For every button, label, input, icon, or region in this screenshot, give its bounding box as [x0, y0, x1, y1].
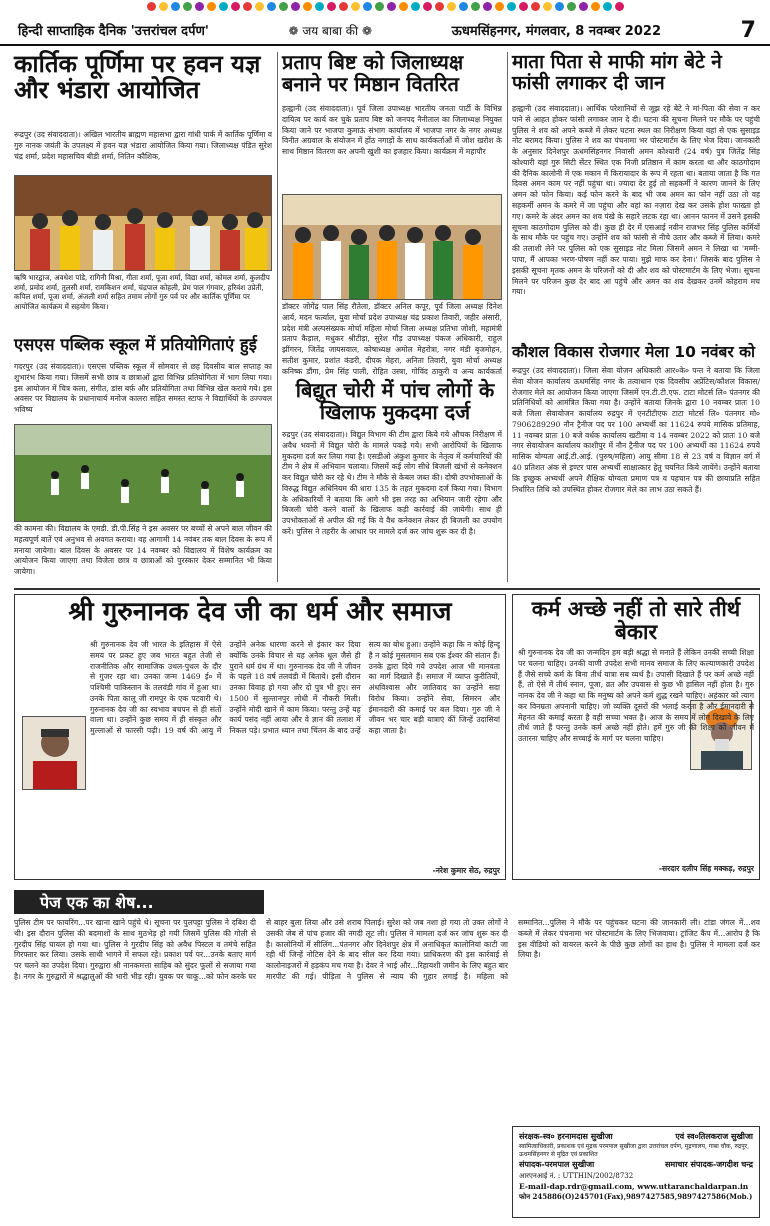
imprint-box	[512, 1126, 760, 1218]
registration-dot	[387, 2, 396, 11]
registration-dot	[447, 2, 456, 11]
registration-dot	[435, 2, 444, 11]
article-body: हल्द्वानी (उद संवाददाता)। आर्थिक परेशानियों से जूझ रहे बेटे ने मां-पिता की सेवा न कर पाने से आहत होकर फांसी लगाकर जान दे दी। घटना की सूचना मिलने पर मौके पर पहुंची पुलिस ने शव को अपने कब्जे में लेकर घटना स्थल का निरीक्षण किया वहां से एक सुसाइड नोट बरामद किया। पुलिस ने शव का पंचनामा भर पोस्टमार्टम के लिए भेज दिया। जानकारी के अनुसार दिनेशपुर ऊधमसिंहनगर निवासी अमन कोश्यारी (24 वर्ष) पुत्र जितेंद्र सिंह कोश्यारी यहां गुरु सिटी सेंटर स्थित एक निजी प्रतिष्ठान में काम करता था और काठगोदाम की दैनिक कालोनी में एक मकान में किरायादार के रूप में रहता था। बताया जाता है कि गत दिवस अमन काम पर नहीं पहुंचा था। ज्यादा देर हुई तो सहकर्मी ने कारण जानने के लिए अमन को फोन किया। कई फोन करने के बाद भी जब अमन का फोन नहीं उठा तो वह सहकर्मी अमन के कमरे में जा पहुंचा और वहां का नज़ारा देख कर उसके होश फाख्ता हो गए। कमरे के अंदर अमन का शव पंखे के सहारे लटक रहा था। आनन फानन में उसने इसकी सूचना काठगोदाम पुलिस को दी। कुछ ही देर में एसआई नवीन राजभर सिंह पुलिस कर्मियों के साथ मौके पर पहुंच गए। उन्होंने शव को फांसी से नीचे उतार और कब्जे में लिया। कमरे की तलाशी लेने पर पुलिस को एक सुसाइड नोट मिला जिसमें अमन ने लिखा था 'मम्मी-पापा, मैं आपका भरण-पोषण नहीं कर पाया। मुझे माफ कर देना।' जिसके बाद पुलिस ने इसकी सूचना मृतक अमन के परिजनों को दी और शव को पोस्टमार्टम के लिए भेजा। सूचना मिलने पर परिजन कुछ देर बाद आ पहुंचे और अमन का शव देखकर उनमें कोहराम मच गया।	[512, 104, 760, 297]
masthead	[0, 16, 770, 46]
registration-dot	[567, 2, 576, 11]
registration-dot	[315, 2, 324, 11]
registration-dot	[495, 2, 504, 11]
article-headline: माता पिता से माफी मांग बेटे ने फांसी लगाकर दी जान	[512, 51, 722, 94]
registration-dot	[603, 2, 612, 11]
registration-dot	[303, 2, 312, 11]
registration-dot	[267, 2, 276, 11]
registration-dot	[519, 2, 528, 11]
registration-dot	[411, 2, 420, 11]
contact-email: E-mail-dap.rdr@gmail.com, www.uttaranchaldarpan.in	[519, 1182, 749, 1192]
photo-caption: ऋषि भारद्वाज, अवधेश पांडे, रागिनी मिश्रा, गीता शर्मा, पूजा शर्मा, विद्या शर्मा, कोमल शर्मा, कुलदीप शर्मा, प्रमोद शर्मा, तुलसी शर्मा, रामकिशन शर्मा, चंद्रपाल कोहली, प्रेम पाल गंगवार, हरिवंश उप्रेती, कपिल शर्मा, पूजा शर्मा, अंजली शर्मा सहित तमाम लोगों गुरु पर्व पर और कार्तिक पूर्णिमा पर आयोजित कार्यक्रम में सहयोग किया।	[14, 273, 270, 312]
section-banner: पेज एक का शेष...	[14, 890, 264, 914]
paper-name: हिन्दी साप्ताहिक दैनिक 'उत्तरांचल दर्पण'	[18, 24, 209, 39]
registration-dot	[327, 2, 336, 11]
registration-dot	[339, 2, 348, 11]
article-body: श्री गुरुनानक देव जी भारत के इतिहास में ऐसे समय पर प्रकट हुए जब भारत बहुत तेजी से राजनीतिक और सामाजिक उथल-पुथल के दौर से गुजर रहा था। उनका जन्म 1469 ई० में पश्चिमी पाकिस्तान के तलवंडी गांव में हुआ था। उनके पिता कालू जी रामपुर के एक पटवारी थे। गुरुनानक देव जी का स्वभाव बचपन से ही संतों वाला था। उन्होंने कुछ समय में ही संस्कृत और मुल्लाओं से फारसी पढ़ी। 19 वर्ष की आयु में उन्होंने अनेक धारणा करने से इंकार कर दिया क्योंकि उनके विचार से यह अनेक धूल जैसे ही पुराने धर्म ग्रंथ में था। गुरुनानक देव जी ने जीवन के पहले 18 वर्ष तलवंडी में बिताये। इसी दौरान उनका विवाह हो गया और दो पुत्र भी हुए। सन 1500 में सुल्तानपुर लोधी में नौकरी मिली। उन्होंने मोदी खाने में काम किया। परन्तु उन्हें यह कार्य पसंद नहीं आया और वे ज्ञान की तलाश में निकल पड़े। प्रभात ध्यान तथा चिंतन के बाद उन्हें सत्य का बोध हुआ। उन्होंने कहा कि न कोई हिन्दू है न कोई मुसलमान सब एक ईश्वर की संतान हैं। उनके द्वारा दिये गये उपदेश आज भी मानवता का मार्ग दिखाते हैं। समाज में व्याप्त कुरीतियों, अंधविश्वास और जातिवाद का उन्होंने सदा विरोध किया। उन्होंने सेवा, सिमरन और ईमानदारी की कमाई पर बल दिया। गुरु जी ने जीवन भर चार बड़ी यात्राएं कीं जिन्हें उदासियां कहा जाता है।	[90, 640, 500, 736]
registration-dot	[483, 2, 492, 11]
registration-dot	[579, 2, 588, 11]
logo-text: जय बाबा की	[302, 23, 359, 38]
article-author: -सरदार दलीप सिंह मक्कड़, रुद्रपुर	[658, 864, 754, 873]
article-body: डॉक्टर जोगेंद्र पाल सिंह रौतेला, डॉक्टर अनिल कपूर, पूर्व जिला अध्यक्ष दिनेश आर्य, मदन फर्त्याल, युवा मोर्चा प्रदेश उपाध्यक्ष चंद्र प्रकाश तिवारी, जहीर अंसारी, प्रदेश मंत्री अल्पसंख्यक मोर्चा महिला मोर्चा जिला अध्यक्ष प्रतिभा जोशी, महामंत्री प्रताप कैड़ाल, मधुकर श्रीटीड़ा, सुरेश गौड़ उपाध्यक्ष पंकज अधिकारी, राहुल झींगरन, जितेंद्र जायसवाल, कोषाध्यक्ष अमोल मेहरोत्रा, नगर मंडी बृजमोहन, सतीश कुमार, प्रशांत कंडरी, दीपक मेहरा, अनिता तिवारी, युवा मोर्चा अध्यक्ष कनिष्क डौंगा, प्रेम सिंह पाली, रोहित उस्त्रा, गोविंद ठाकुरी व अन्य कार्यकर्ता	[282, 302, 502, 376]
registration-dot	[195, 2, 204, 11]
paper-logo	[288, 22, 372, 39]
registration-dot	[471, 2, 480, 11]
article-photo	[14, 175, 272, 271]
registration-dot	[183, 2, 192, 11]
page-number: 7	[740, 17, 756, 43]
registration-dot	[219, 2, 228, 11]
registration-dot	[459, 2, 468, 11]
article-headline: प्रताप बिष्ट को जिलाध्यक्ष बनाने पर मिष्ठान वितरित	[282, 50, 464, 96]
registration-dot	[543, 2, 552, 11]
registration-dot	[279, 2, 288, 11]
article-photo	[14, 424, 272, 522]
registration-dot	[243, 2, 252, 11]
article-headline: कौशल विकास रोजगार मेला 10 नवंबर को	[512, 343, 756, 361]
publisher-line: स्वामित्वाधिकारी, प्रकाशक एवं मुद्रक परमपाल सुखीजा द्वारा उत्तरांचल दर्पण, मुद्रणालय, गाबा चौक, रुद्रपुर, ऊधमसिंहनगर से मुद्रित एवं प्रकाशित	[519, 1143, 749, 1158]
registration-dot	[159, 2, 168, 11]
article-body: रूद्रपुर (उद संवाददाता)। जिला सेवा योजन अधिकारी आर०के० पन्त ने बताया कि जिला सेवा योजन कार्यालय ऊधमसिंह नगर के तत्वाधान एक दिवसीय अप्रेंटिस/कौशल विकास/रोजगार मेले का आयोजन किया जाएगा जिसमें एन.टी.टी.एफ. टाटा मोटर्स लि० पंतनगर की प्रतिनिधियों को आमंत्रित किया गया है। उन्होंने बताया जिनके द्वारा 10 नवम्बर प्रातः 10 बजे जिला सेवायोजन कार्यालय रुद्रपुर में एनटीटीएफ टाटा मोटर्स लि० पंतनगर मो० 7906289290 नौन ट्रैनीज पद पर 100 अभ्यर्थी का 11624 रुपये मासिक प्रतिमाह, 11 नवम्बर प्रातः 10 बजे वर्धक कार्यालय खटीमा व 14 नवम्बर 2022 को प्रातः 10 बजे नगर सेवायोजन कार्यालय काशीपुर में नौन ट्रैनीज पद पर 100 अभ्यर्थी का 11624 रुपये मासिक योग्यता आई.टी.आई. (पुरुष/महिला) आयु सीमा 18 से 23 वर्ष व विज्ञान वर्ग में 40 प्रतिशत अंक से इण्टर पास अभ्यर्थी साक्षात्कार हेतु चयनित किये जायेंगे। उन्होंने बताया कि इच्छुक अभ्यर्थी अपने शैक्षिक योग्यता प्रमाण पत्र व पहचान पत्र की छायाप्रति सहित निर्धारित तिथि को उपस्थित होकर रोजगार मेले का लाभ उठा सकते हैं।	[512, 366, 760, 494]
rni-number: आरएनआई नं. : UTTHIN/2002/8732	[519, 1171, 634, 1180]
news-editor-label: समाचार संपादक-जगदीश चन्द्र	[665, 1159, 753, 1169]
registration-dot	[363, 2, 372, 11]
registration-dot	[507, 2, 516, 11]
article-body: श्री गुरुनानक देव जी का जन्मदिन हम बड़ी श्रद्धा से मनाते हैं लेकिन उनकी सच्ची शिक्षा पर चलना चाहिए। उनकी वाणी उपदेश सभी मानव समाज के लिए कल्याणकारी उपदेश हैं जैसे सच्चे कर्म के बिना तीर्थ यात्रा सब व्यर्थ है। उपासी दिखाते हैं पर कर्म अच्छे नहीं हैं, तो ऐसे में तीर्थ स्नान, पूजा, व्रत और उपवास से कुछ भी हासिल नहीं होता है। गुरु नानक देव जी ने कहा था कि मनुष्य को अपने कर्म शुद्ध रखने चाहिए। अहंकार को त्याग कर विनम्रता अपनानी चाहिए। जो व्यक्ति दूसरों की भलाई करता है और ईमानदारी से मेहनत की कमाई करता है वही सच्चा भक्त है। आज के समय में लोग दिखावे के लिए तीर्थ जाते हैं परन्तु उनके कर्म अच्छे नहीं होते। हमें गुरु जी की शिक्षा को जीवन में उतारना चाहिए और सच्चाई के मार्ग पर चलना चाहिए।	[518, 648, 754, 744]
registration-dot	[399, 2, 408, 11]
author-photo	[22, 716, 86, 790]
article-body: गदरपुर (उद संवाददाता)। एसएस पब्लिक स्कूल में सोमवार से छह दिवसीय बाल सप्ताह का शुभारंभ किया गया। जिसमें सभी छात्र व छात्राओं द्वारा विभिन्न प्रतियोगिता में भाग लिया गया। इस आयोजन में चित्र कला, संगीत, डांस बर्फ़ और प्रतियोगिता तथा विभिन्न खेल कराये गये। इस अवसर पर विद्यालय के प्रधानाचार्य मनोज कालरा सहित समस्त स्टाफ ने विद्यार्थियों के उज्ज्वल भविष्य	[14, 362, 272, 415]
registration-dot	[291, 2, 300, 11]
editor-label: संपादक-परमपाल सुखीजा	[519, 1159, 595, 1169]
article-author: -नरेश कुमार सेठ, रुद्रपुर	[432, 866, 500, 875]
registration-dot	[375, 2, 384, 11]
registration-dot	[255, 2, 264, 11]
article-body: की कामना की। विद्यालय के एमडी. डी.पी.सिंह ने इस अवसर पर बच्चों से अपने बाल जीवन की महत्वपूर्ण बातें एवं अनुभव से अवगत कराया। वह आगामी 14 नवंबर तक बाल दिवस के रूप में मनाया जायेगा। बाल दिवस के अवसर पर 14 नवम्बर को विद्यालय में विशेष कार्यक्रम का आयोजन किया जाएगा तथा विजेता छात्र व छात्राओं को पुरस्कार देकर सम्मानित भी किया जायेगा।	[14, 524, 272, 577]
article-headline: कर्म अच्छे नहीं तो सारे तीर्थ बेकार	[531, 597, 741, 644]
article-headline: श्री गुरुनानक देव जी का धर्म और समाज	[68, 597, 452, 627]
patron-label-2: एवं स्व०तिलकराज सुखीजा	[675, 1132, 753, 1141]
article-body: हल्द्वानी (उद संवाददाता)। पूर्व जिला उपाध्यक्ष भारतीय जनता पार्टी के विभिन्न दायित्व पर कार्य कर चुके प्रताप बिष्ट को जनपद नैनीताल का जिलाध्यक्ष नियुक्त किया जाने पर भाजपा कुमाऊं संभाग कार्यालय में भाजपा नगर के नगर अध्यक्ष विनीत अग्रवाल के संयोजन में होंठ नगाड़ों के साथ कार्यकर्ताओं में जोश खरोश के साथ मिष्ठान वितरण कर अपनी खुशी का इजहार किया। कार्यक्रम में महापौर	[282, 104, 502, 157]
article-body: रुद्रपुर (उद संवाददाता)। विद्युत विभाग की टीम द्वारा किये गये औचक निरीक्षण में अवैध भवनों में विद्युत चोरी के मामले पकड़े गये। सभी आरोपियों के खिलाफ मुकदमा दर्ज कर लिया गया है। एसडीओ अंकुश कुमार के नेतृत्व में कर्मचारियों की टीम ने क्षेत्र में अभियान चलाया। जिसमें कई लोग सीधे बिजली खंभों से कनेक्शन कर विद्युत चोरी कर रहे थे। टीम ने मौके से केबल जब्त की। दोषी उपभोक्ताओं के विरुद्ध विद्युत अधिनियम की धारा 135 के तहत मुकदमा दर्ज किया गया। विभाग के अधिकारियों ने बताया कि आगे भी इस तरह का अभियान जारी रहेगा और बिजली चोरी करने वालों के खिलाफ कड़ी कार्रवाई की जायेगी। साथ ही उपभोक्ताओं से अपील की गई कि वे वैध कनेक्शन लेकर ही बिजली का उपयोग करें। पुलिस ने तहरीर के आधार पर मामले दर्ज कर जांच शुरू कर दी है।	[282, 430, 502, 537]
registration-dot	[423, 2, 432, 11]
article-headline: एसएस पब्लिक स्कूल में प्रतियोगिताएं हुई	[14, 335, 257, 354]
contact-phone: फोन 245886(O)245701(Fax),9897427585,9897427586(Mob.)	[519, 1192, 753, 1202]
continuation-body: पुलिस टीम पर फायरिंग...पर खाना खाने पहुंचे थे। सूचना पर पुलपट्टा पुलिस ने दबिश दी थी। इस दौरान पुलिस की बदमाशों के साथ मुठभेड़ हो गयी जिसमें पुलिस की गोली से गुरदीप सिंह घायल हो गया था। पुलिस ने गुरदीप सिंह को अवैध पिस्टल व तमंचे सहित गिरफ्तार कर लिया। उसके साथी भागने में सफल रहे। प्रकाश पर्व पर...उनके बताए मार्ग पर चलने का उपदेश दिया। गुरुद्वारा श्री नानकमत्ता साहिब को सुंदर फूलों से सजाया गया है। नगर के गुरुद्वारों में श्रद्धालुओं की भारी भीड़ रही। युवक पर चाकू...को फोन करके घर से बाहर बुला लिया और उसे शराब पिलाई। सुरेश को जब नशा हो गया तो उक्त लोगों ने उसकी जेब से पांच हजार की नगदी लूट ली। पुलिस ने मामला दर्ज कर जांच शुरू कर दी है। कालोनियों में सीलिंग...पंतनगर और दिनेशपुर क्षेत्र में अनाधिकृत कालोनियां काटी जा रही थीं जिन्हें नोटिस देने के बाद सील कर दिया गया। प्राधिकरण की इस कार्रवाई से कालोनाइजरों में हड़कंप मच गया है। देवर ने भाई और...रिहायशी जमीन के लिए बहुत बार मारपीट की गई। पीड़िता ने पुलिस से न्याय की गुहार लगाई है। महिला को सम्मानित...पुलिस ने मौके पर पहुंचकर घटना की जानकारी ली। टांडा जंगल में...शव कब्जे में लेकर पंचनामा भर पोस्टमार्टम के लिए भिजवाया। ट्रांजिट कैंप में...आरोप है कि इस वीडियो को वायरल करने के पीछे कुछ लोगों का हाथ है। पुलिस ने मामला दर्ज कर लिया है।	[14, 918, 760, 981]
registration-dot	[351, 2, 360, 11]
om-icon: ❁	[361, 23, 373, 38]
article-headline: कार्तिक पूर्णिमा पर हवन यज्ञ और भंडारा आयोजित	[14, 50, 261, 104]
registration-dot	[555, 2, 564, 11]
article-photo	[282, 194, 502, 300]
color-registration-strip	[0, 0, 770, 14]
om-icon: ❁	[288, 23, 299, 38]
registration-dot	[531, 2, 540, 11]
registration-dot	[147, 2, 156, 11]
registration-dot	[615, 2, 624, 11]
article-body: रूद्रपुर (उद संवाददाता)। अखिल भारतीय ब्राह्मण महासभा द्वारा गांधी पार्क में कार्तिक पूर्णिमा व गुरु नानक जयंती के उपलक्ष्य में हवन यज्ञ भंडारा आयोजित किया गया। जिलाध्यक्ष पंडित सुरेश चंद्र शर्मा, प्रदेश महासचिव बीडी शर्मा, नितिन कौशिक,	[14, 130, 272, 161]
patron-label: संरक्षक-स्व० हरनामदास सुखीजा	[519, 1132, 613, 1141]
article-headline: बिद्युत चोरी में पांच लोगों के खिलाफ मुकदमा दर्ज	[295, 378, 495, 424]
place-date: ऊधमसिंहनगर, मंगलवार, 8 नवम्बर 2022	[451, 24, 661, 39]
registration-dot	[207, 2, 216, 11]
registration-dot	[231, 2, 240, 11]
registration-dot	[171, 2, 180, 11]
registration-dot	[591, 2, 600, 11]
